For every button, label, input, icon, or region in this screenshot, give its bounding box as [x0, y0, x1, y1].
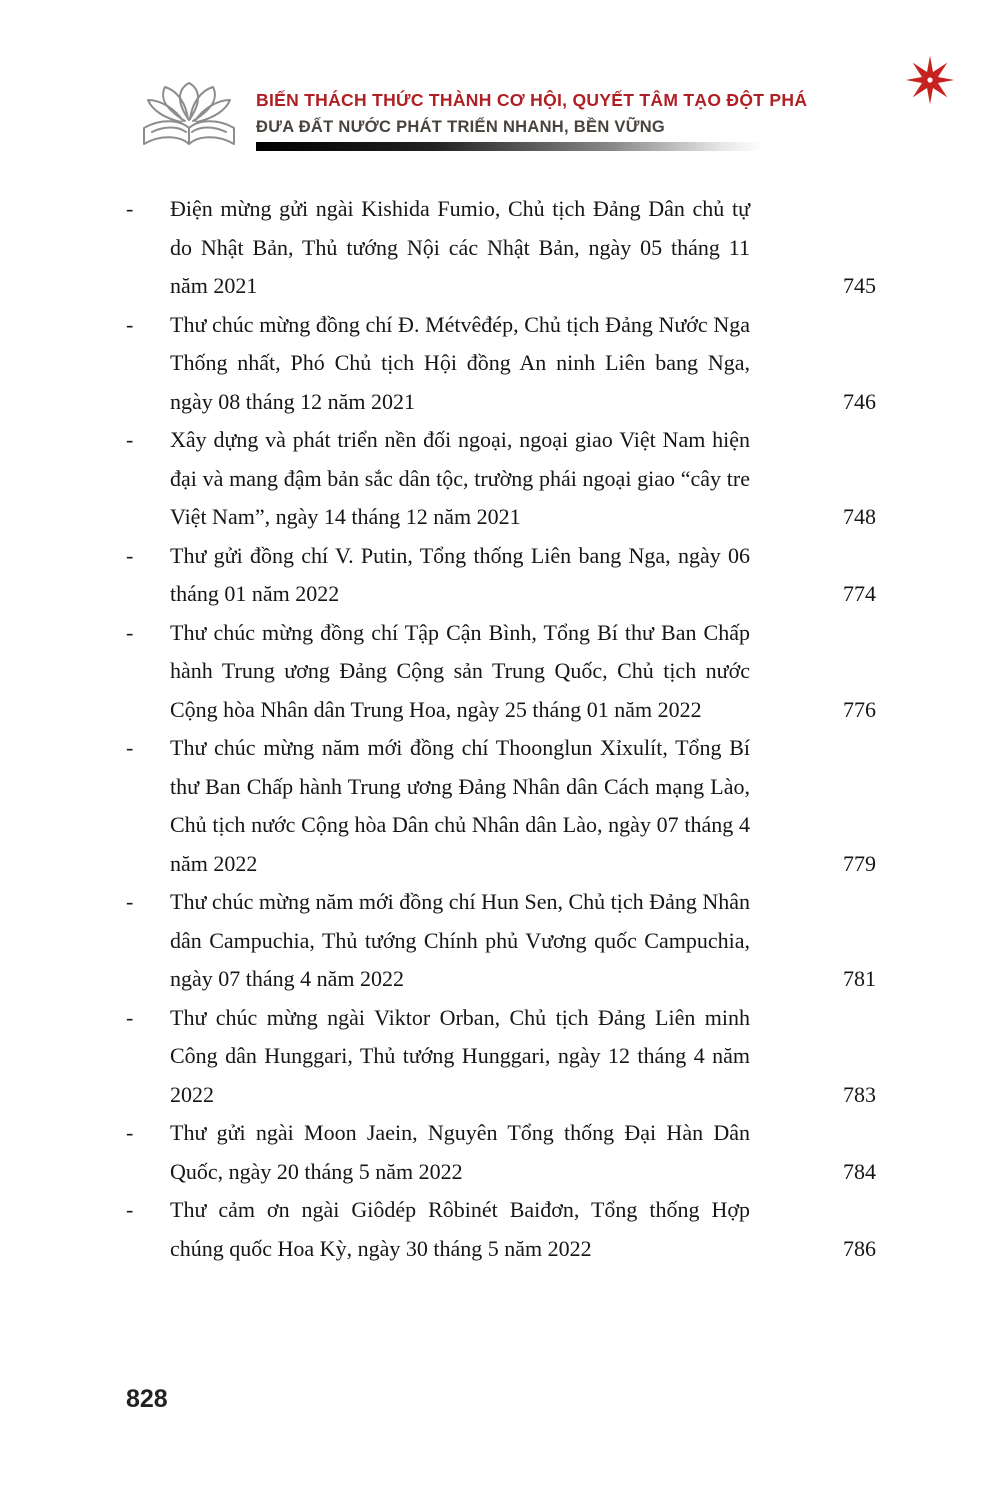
toc-entry-text: Xây dựng và phát triển nền đối ngoại, ngoại giao Việt Nam hiện đại và mang đậm bản sắc dân tộc, trường phái ngoại giao “cây tre Việt Nam”, ngày 14 tháng 12 năm 2021 — [170, 427, 750, 529]
toc-entry — [126, 421, 876, 537]
toc-entry-text: Thư chúc mừng năm mới đồng chí Hun Sen, Chủ tịch Đảng Nhân dân Campuchia, Thủ tướng Chính phủ Vương quốc Campuchia, ngày 07 tháng 4 năm 2022 — [170, 889, 750, 991]
lotus-book-logo-icon — [134, 80, 244, 160]
toc-entry — [126, 883, 876, 999]
header-gradient-rule — [256, 142, 764, 151]
toc-entry-page: 774 — [843, 581, 876, 606]
toc-entry-dash: - — [126, 735, 134, 760]
header-title-line1: BIẾN THÁCH THỨC THÀNH CƠ HỘI, QUYẾT TÂM TẠO ĐỘT PHÁ — [256, 90, 808, 110]
toc-entry-dash: - — [126, 889, 134, 914]
toc-entry-dash: - — [126, 1197, 134, 1222]
toc-entry-page: 786 — [843, 1235, 876, 1261]
toc-entry-page: 745 — [843, 273, 876, 298]
toc-entry-page: 748 — [843, 504, 876, 529]
page-folio: 828 — [126, 1385, 168, 1413]
toc-entry-page: 784 — [843, 1158, 876, 1184]
toc-entry — [126, 729, 876, 883]
toc-entry-dash: - — [126, 427, 134, 452]
toc-entry-text: Thư chúc mừng năm mới đồng chí Thoonglun Xỉxulít, Tổng Bí thư Ban Chấp hành Trung ương Đảng Nhân dân Cách mạng Lào, Chủ tịch nước Cộng hòa Dân chủ Nhân dân Lào, ngày 07 tháng 4 năm 2022 — [170, 735, 750, 876]
toc-entry-text: Thư gửi ngài Moon Jaein, Nguyên Tổng thống Đại Hàn Dân Quốc, ngày 20 tháng 5 năm 2022 — [170, 1120, 750, 1184]
red-star-emblem-icon — [904, 52, 956, 108]
toc-entry-page: 779 — [843, 850, 876, 876]
toc-entry-page: 783 — [843, 1081, 876, 1107]
toc-entry-page: 746 — [843, 388, 876, 414]
toc-entry-page: 776 — [843, 696, 876, 722]
header-title-line2: ĐƯA ĐẤT NƯỚC PHÁT TRIỂN NHANH, BỀN VỮNG — [256, 118, 666, 136]
toc-entry-text: Thư cảm ơn ngài Giôdép Rôbinét Baiđơn, Tổng thống Hợp chúng quốc Hoa Kỳ, ngày 30 tháng 5 năm 2022 — [170, 1197, 750, 1261]
toc-entry-page: 781 — [843, 966, 876, 991]
toc-entry-dash: - — [126, 1120, 134, 1145]
toc-entry — [126, 190, 876, 306]
toc-entry — [126, 614, 876, 730]
toc-entry-text: Thư chúc mừng ngài Viktor Orban, Chủ tịch Đảng Liên minh Công dân Hunggari, Thủ tướng Hunggari, ngày 12 tháng 4 năm 2022 — [170, 1004, 750, 1107]
header-titles — [256, 90, 816, 151]
toc-entry — [126, 1114, 876, 1191]
toc-entry-dash: - — [126, 542, 134, 568]
toc-entry-dash: - — [126, 196, 134, 221]
toc-entry-text: Thư chúc mừng đồng chí Tập Cận Bình, Tổng Bí thư Ban Chấp hành Trung ương Đảng Cộng sản Trung Quốc, Chủ tịch nước Cộng hòa Nhân dân Trung Hoa, ngày 25 tháng 01 năm 2022 — [170, 619, 750, 722]
toc-entry-text: Thư gửi đồng chí V. Putin, Tổng thống Liên bang Nga, ngày 06 tháng 01 năm 2022 — [170, 542, 750, 606]
toc-entry-text: Thư chúc mừng đồng chí Đ. Métvêđép, Chủ tịch Đảng Nước Nga Thống nhất, Phó Chủ tịch Hội đồng An ninh Liên bang Nga, ngày 08 tháng 12 năm 2021 — [170, 311, 750, 414]
toc-entry-dash: - — [126, 619, 134, 645]
page-header — [128, 80, 950, 170]
toc-entry-dash: - — [126, 1004, 134, 1030]
toc-entry — [126, 306, 876, 422]
toc-entry-text: Điện mừng gửi ngài Kishida Fumio, Chủ tịch Đảng Dân chủ tự do Nhật Bản, Thủ tướng Nội các Nhật Bản, ngày 05 tháng 11 năm 2021 — [170, 196, 750, 298]
toc-list — [126, 190, 876, 1268]
toc-entry — [126, 1191, 876, 1268]
toc-entry — [126, 999, 876, 1115]
toc-entry — [126, 537, 876, 614]
toc-entry-dash: - — [126, 311, 134, 337]
